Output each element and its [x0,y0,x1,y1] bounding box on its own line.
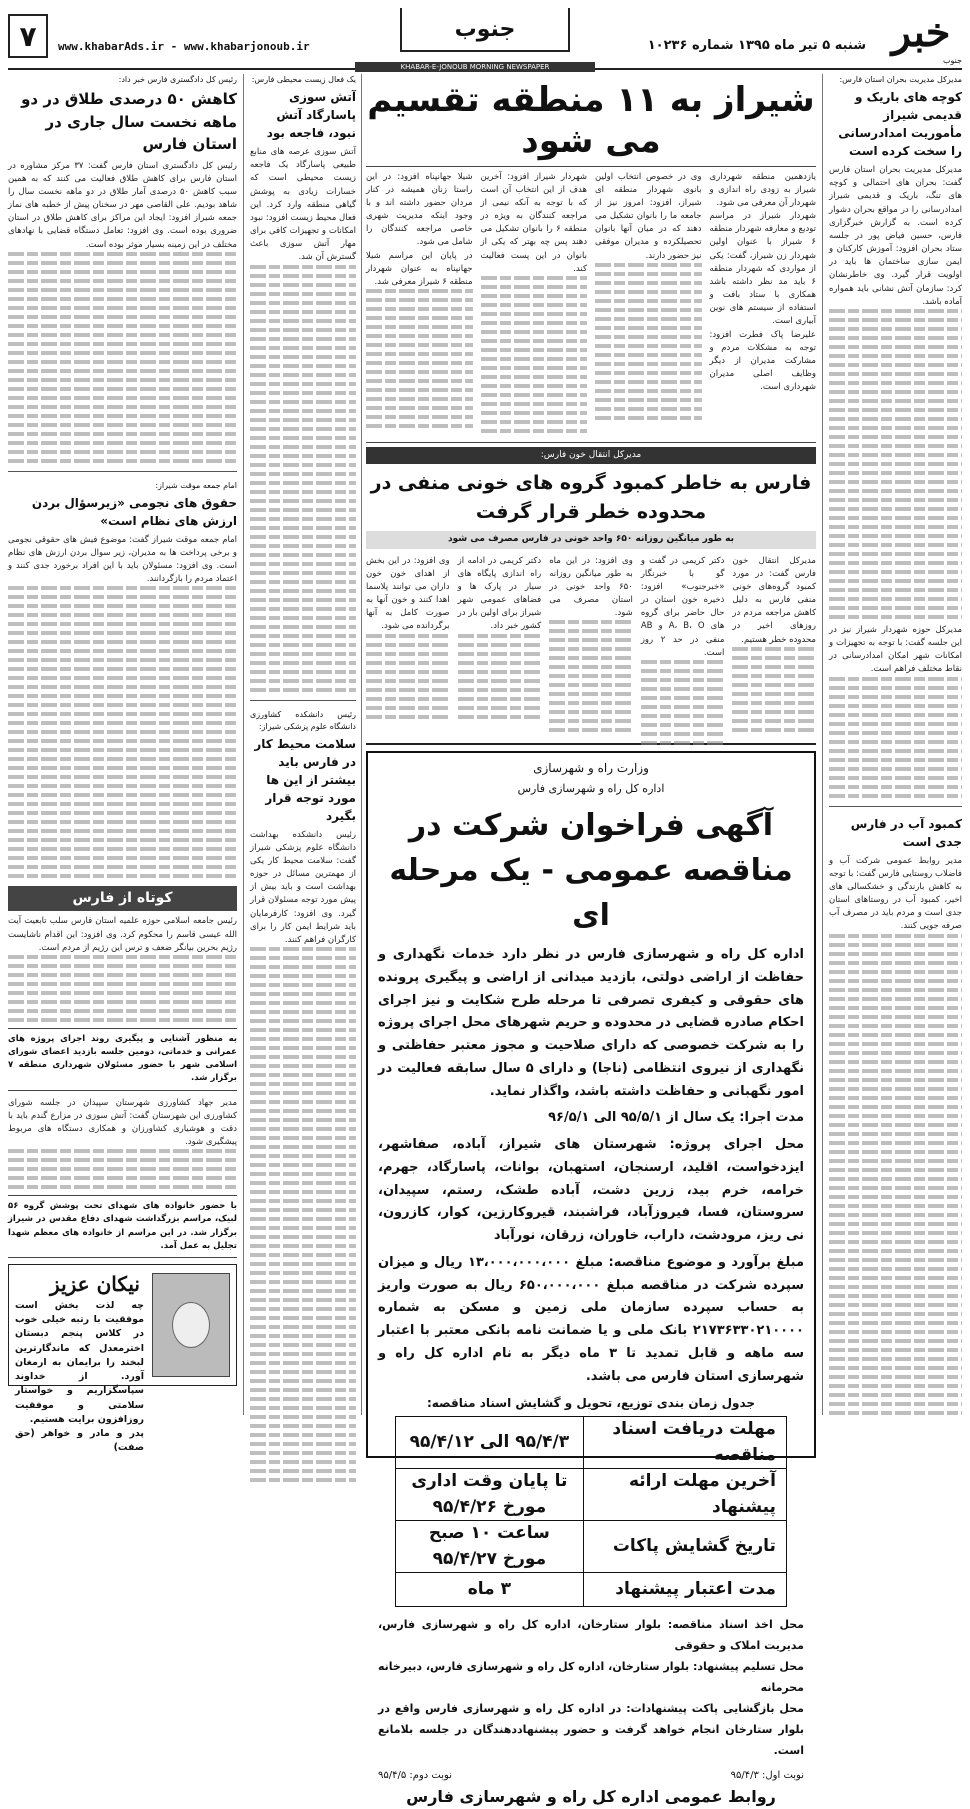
main-article-col-1 [710,171,817,442]
ad-deposit [378,1252,804,1389]
news2-article [366,549,816,745]
table-cell-value: ۳ ماه [396,1573,584,1607]
ad-docs-value: بلوار ستارخان، اداره کل راه و شهرسازی فارس، مدیریت املاک و حقوقی [378,1618,804,1653]
english-strip: KHABAR-E-JONOUB MORNING NEWSPAPER [355,62,595,72]
main-article-col-4 [366,171,473,442]
midleft-body-2: رئیس دانشکده بهداشت دانشگاه علوم پزشکی شیراز گفت: سلامت محیط کار یکی از مهمترین مسائل در حوزه بهداشت است و باید بیش از پیش مورد توجه مسئولان قرار گیرد. وی افزود: کارفرمایان باید شرایط ایمن کار را برای کارگران فراهم کنند. [250,829,356,945]
main-paragraph-3: علیرضا پاک فطرت افزود: توجه به مشکلات مردم و مشارکت مدیران از دیگر وظایف اصلی مدیران شهرداری است. [709,329,816,393]
text-lines [366,289,473,428]
ad-schedule-table [395,1416,787,1607]
right-body: مدیرکل مدیریت بحران استان فارس گفت: بحران های احتمالی و کوچه های تنگ، باریک و قدیمی شیراز امدادرسانی را در مواقع بحران دشوار کرده است. به گزارش خبرگزاری فارس، حسین فیاض پور در جلسه ستاد بحران افزود: آموزش کارکنان و ایمن سازی ساختمان ها باید در اولویت قرار گیرد. وی خاطرنشان کرد: سازمان آتش نشانی باید همواره آماده باشد. [829,165,962,307]
ad-opening-value: در اداره کل راه و شهرسازی فارس واقع در بلوار ستارخان انجام خواهد گرفت و حضور پیشنهاددهندگان در جلسه بلامانع است. [378,1701,804,1757]
ad-docs [378,1615,804,1657]
ad-deposit-label: مبلغ برآورد و موضوع مناقصه: [608,1254,804,1270]
left-kicker-2: امام جمعه موقت شیراز: [155,480,237,490]
bold-news-box-2: با حضور خانواده های شهدای تحت پوشش گروه ۵۶ لبیک، مراسم بزرگداشت شهدای دفاع مقدس در شیراز برگزار شد. در این مراسم از خانواده های معظم شهدا تجلیل به عمل آمد. [8,1195,237,1258]
main-column [366,74,816,1806]
news2-col-3 [549,555,633,743]
news2-kicker: مدیرکل انتقال خون فارس: [366,447,816,465]
news2-col-2 [641,555,725,743]
ad-location [378,1134,804,1248]
ad-duration-value: یک سال از ۹۵/۵/۱ الی ۹۶/۵/۱ [548,1110,735,1126]
main-paragraph-6: شیلا جهانپناه افزود: در این راستا زنان همیشه در کنار مردان حضور داشته اند و با وجود اینکه مدیریت شهری خاصی مراجعه کنندگان را شامل می شود. [366,171,473,248]
news2-subtitle: به طور میانگین روزانه ۶۵۰ واحد خونی در فارس مصرف می شود [366,531,816,549]
main-paragraph-1: یازدهمین منطقه شهرداری شیراز به زودی راه اندازی و شهردار آن معرفی می شود. [709,171,816,208]
table-cell-value: ۹۵/۴/۳ الی ۹۵/۴/۱۲ [396,1417,584,1469]
right-kicker: مدیرکل مدیریت بحران استان فارس: [839,75,962,84]
tender-advertisement [366,751,816,1806]
ad-signature: روابط عمومی اداره کل راه و شهرسازی فارس [406,1786,776,1806]
left-text-lines-3 [8,955,237,1022]
ad-publication-refs [378,1768,804,1783]
briefs-header: کوتاه از فارس [8,886,237,911]
issue-dateline: شنبه ۵ تیر ماه ۱۳۹۵ شماره ۱۰۲۳۶ [647,38,866,53]
main-paragraph-7: در پایان این مراسم شیلا جهانپناه به عنوان شهردار منطقه ۶ شیراز معرفی شد. [366,250,473,287]
left-body-3: مدیر جهاد کشاورزی شهرستان سپیدان در جلسه شورای کشاورزی این شهرستان گفت: آتش سوزی در مزارع گندم باید با دقت و هوشیاری کشاورزان و همکاری دستگاه های مربوط پیشگیری شود. [8,1097,237,1148]
left-title-2: حقوق های نجومی «زیرسؤال بردن ارزش های نظام است» [31,495,237,528]
main-article [366,167,816,443]
divider [8,471,237,472]
table-row [396,1417,787,1469]
main-article-col-2 [595,171,702,442]
left-column [8,74,244,1454]
news2-paragraph-1: مدیرکل انتقال خون فارس گفت: در مورد کمبود گروه‌های خونی منفی فارس به دلیل کاهش مراجعه مردم در روزهای اخیر در محدوده خطر هستیم. [732,555,816,645]
right-body-3: مدیر روابط عمومی شرکت آب و فاضلاب روستایی فارس گفت: با توجه به کاهش بارندگی و خشکسالی های اخیر، کمبود آب در روستاهای استان جدی است و مردم باید در مصرف آب صرفه جویی کنند. [829,855,962,932]
website-url: www.khabarAds.ir - www.khabarjonoub.ir [58,40,310,53]
ad-table-title: جدول زمان بندی توزیع، تحویل و گشایش اسناد مناقصه: [426,1396,756,1411]
news2-col-5 [366,555,450,743]
text-lines [732,647,816,732]
table-row [396,1469,787,1521]
notice-name: نیکان عزیز [50,1271,140,1296]
table-cell-key: مدت اعتبار پیشنهاد [583,1573,786,1607]
masthead [8,8,962,70]
text-lines [595,263,702,420]
section-name: جنوب [400,8,570,52]
ad-submit-label: محل تسلیم پیشنهاد: [692,1660,804,1674]
divider [829,806,962,807]
ad-submit-value: بلوار ستارخان، اداره کل راه و شهرسازی فارس، دبیرخانه محرمانه [378,1660,804,1695]
ad-ministry: وزارت راه و شهرسازی [533,760,649,775]
midleft-body: آتش سوزی عرصه های منابع طبیعی پاسارگاد یک فاجعه زیست محیطی است که خسارات زیادی به پوشش گیاهی منطقه وارد کرد. این فعال محیط زیست افزود: نبود امکانات و تجهیزات کافی برای مهار آتش سوزی باعث گسترش آن شد. [250,147,356,263]
midleft-text-lines [250,265,356,692]
ad-deposit-value: مبلغ ۱۳،۰۰۰،۰۰۰،۰۰۰ ریال و میزان سپرده شرکت در مناقصه مبلغ ۶۵۰،۰۰۰،۰۰۰ ریال به صورت واریز به حساب سپرده سازمان ملی زمین و مسکن به شماره ۲۱۷۳۶۳۳۰۲۱۰۰۰۰ بانک ملی و یا ضمانت نامه بانکی معتبر با اعتبار سه ماهه و قابل تمدید تا ۳ ماه دیگر به نام اداره کل راه و شهرسازی استان فارس می باشد. [378,1254,804,1384]
ad-intro: اداره کل راه و شهرسازی فارس در نظر دارد خدمات نگهداری و حفاظت از اراضی دولتی، بازدید میدانی از اراضی و پیگیری پرونده های حقوقی و کیفری تصرفی تا مرحله طرح شکایت و نیز اجرای احکام صادره قضایی در محدوده و حریم شهرهای محل اجرای پروژه را به شرکت خصوصی که دارای صلاحیت و مجوز معتبر حفاظتی و نگهداری از نیروی انتظامی (ناجا) و دارای ۵ سال سابقه فعالیت در امور نگهبانی و حفاظت داشته باشد، واگذار نماید. [378,947,804,1099]
ad-office: اداره کل راه و شهرسازی فارس [517,781,665,795]
left-body: رئیس کل دادگستری استان فارس گفت: ۳۷ مرکز مشاوره در استان فارس برای کاهش طلاق فعالیت می کنند که به همین سبب کاهش ۵۰ درصدی آمار طلاق در دو ماهه نخست سال را شاهد بودیم. علی القاصی مهر در سخنان پیش از خطبه های نماز جمعه شیراز افزود: ایجاد این مراکز برای کاهش طلاق در استان ضروری بوده است. وی افزود: تعامل دستگاه قضایی با نهادهای مختلف در این زمینه بسیار موثر بوده است. [8,160,237,250]
news2-paragraph-5: وی افزود: در این بخش از اهدای خون خون داران می توانند پلاسما اهدا کنند و خون آنها به صورت کامل به آنها برگردانده می شود. [366,555,450,632]
midleft-title-2: سلامت محیط کار در فارس باید بیشتر از این ها مورد توجه قرار بگیرد [254,736,356,823]
text-lines [641,660,725,745]
text-lines [458,634,542,719]
ad-opening-label: محل بازگشایی پاکت پیشنهادات: [626,1701,804,1715]
notice-signature: پدر و مادر و خواهر (حق صفت) [15,1428,144,1454]
right-text-lines-3 [829,934,962,1415]
ad-title: آگهی فراخوان شرکت در مناقصه عمومی - یک مرحله ای [389,808,793,934]
ad-opening [378,1699,804,1762]
text-lines [366,634,450,719]
right-title: کوچه های باریک و قدیمی شیراز مأموریت امدادرسانی را سخت کرده است [838,90,962,158]
ad-location-value: شهرستان های شیراز، آباده، صفاشهر، ایزدخواست، اقلید، ارسنجان، استهبان، بوانات، پاسارگاد، جهرم، خرامه، خرم بید، زرین دشت، آباده طشک، رستم، سپیدان، سروستان، فسا، فیروزآباد، فراشبند، قیروکارزین، کوار، کازرون، نی ریز، مرودشت، داراب، خاوران، زرقان، نورآباد [378,1137,804,1244]
news2-col-4 [458,555,542,743]
news2-paragraph-2: دکتر کریمی در گفت و گو با خبرنگار «خبرجنوب» افزود: ذخیره خون استان در حال حاضر برای گروه های A، B، O و AB منفی در حد ۲ روز است. [640,555,725,658]
portrait-icon [172,1302,210,1348]
left-body-2: امام جمعه موقت شیراز گفت: موضوع فیش های حقوقی نجومی و برخی پرداخت ها به مدیران، زیر سوال بردن ارزش های نظام است. وی افزود: مسئولان باید با این افراد برخورد جدی کنند و اعتماد مردم را بازگردانند. [8,534,237,585]
ad-submit [378,1657,804,1699]
briefs-body: رئیس جامعه اسلامی حوزه علمیه استان فارس سلب تابعیت آیت الله عیسی قاسم را محکوم کرد. وی افزود: این اقدام ناشایست رژیم بحرین بیانگر ضعف و ترس این رژیم از مردم است. [8,916,237,953]
ad-duration [378,1107,804,1130]
table-cell-key: مهلت دریافت اسناد مناقصه [583,1417,786,1469]
page-number: ۷ [8,14,48,58]
news2-paragraph-4: دکتر کریمی در ادامه از راه اندازی پایگاه های سیار در پارک ها و فضاهای عمومی شهر شیراز برای اولین بار در کشور خبر داد. [457,555,542,632]
text-lines [481,276,588,433]
ad-footer-details [378,1615,804,1761]
left-text-lines [8,252,237,463]
right-text-lines [829,309,962,619]
left-title: کاهش ۵۰ درصدی طلاق در دو ماهه نخست سال جاری در استان فارس [21,90,237,153]
midleft-kicker-2: رئیس دانشکده کشاورزی دانشگاه علوم پزشکی شیراز: [250,709,356,731]
child-photo [152,1273,230,1377]
newspaper-logo: خبر [891,8,951,56]
right-title-2: کمبود آب در فارس جدی است [850,816,962,849]
main-article-col-3 [481,171,588,442]
main-paragraph-4: وی در خصوص انتخاب اولین بانوی شهردار منطقه ای شیراز، افزود: امروز نیز از جامعه ما را بانوان تشکیل می دهند که در میان آنها بانوان تحصیلکرده و مدیران موفقی نیز حضور دارند. [595,171,702,261]
ad-docs-label: محل اخذ اسناد مناقصه: [667,1618,804,1632]
midleft-kicker: یک فعال زیست محیطی فارس: [251,75,356,84]
logo-subtitle: جنوب [942,56,962,65]
notice-text [15,1299,144,1456]
divider [250,700,356,701]
news2-col-1 [732,555,816,743]
main-headline: شیراز به ۱۱ منطقه تقسیم می شود [366,74,816,167]
text-lines [549,620,633,732]
table-cell-value: تا پایان وقت اداری مورخ ۹۵/۴/۲۶ [396,1469,584,1521]
midleft-column [250,74,362,1415]
table-cell-value: ساعت ۱۰ صبح مورخ ۹۵/۴/۲۷ [396,1521,584,1573]
bold-news-box: به منظور آشنایی و پیگیری روند اجرای پروژه های عمرانی و خدماتی، دومین جلسه بازدید اعضای شورای اسلامی شهر با حضور مسئولان شهرداری منطقه ۷ برگزار شد. [8,1028,237,1091]
right-text-lines-2 [829,677,962,798]
left-text-lines-2 [8,586,237,878]
main-paragraph-2: شهردار شیراز در مراسم تودیع و معارفه شهردار منطقه ۶ شیراز با عنوان اولین شهردار زن شیراز، گفت: یکی از مواردی که شهردار منطقه ۶ باید مد نظر داشته باشد همکاری با ستاد بافت و استفاده از سیستم های نوین آبیاری است. [709,211,816,327]
ad-duration-label: مدت اجرا: [739,1110,804,1126]
table-cell-key: آخرین مهلت ارائه پیشنهاد [583,1469,786,1521]
midleft-text-lines-2 [250,947,356,1482]
table-cell-key: تاریخ گشایش پاکات [583,1521,786,1573]
table-row [396,1521,787,1573]
left-kicker: رئیس کل دادگستری فارس خبر داد: [118,75,237,84]
ad-ref-first: نوبت اول: ۹۵/۴/۳ [730,1769,804,1781]
news2-title: فارس به خاطر کمبود گروه های خونی منفی در محدوده خطر قرار گرفت [370,472,812,523]
right-column [822,74,962,1415]
notice-body: چه لذت بخش است موفقیت با رتبه خیلی خوب در کلاس پنجم دبستان اخترمعدل که ماندگارترین لبخند را برایمان به ارمغان آورد. از خداوند سپاسگزاریم و خواستار سلامتی و موفقیت روزافزون برایت هستیم. [15,1299,144,1425]
news2-paragraph-3: وی افزود: در این ماه به طور میانگین روزانه ۶۵۰ واحد خونی در استان مصرف می شود. [549,555,633,619]
congratulation-notice [8,1264,237,1454]
midleft-title: آتش سوزی پاسارگاد آتش نبود، فاجعه بود [266,90,356,140]
main-paragraph-5: شهردار شیراز افزود: آخرین هدف از این انتخاب آن است که با توجه به آنکه نیمی از مراجعه کنندگان به ویژه در منطقه ۶ را بانوان تشکیل می دهند پس چه بهتر که یکی از بانوان در این پست فعالیت کند. [480,171,587,274]
ad-ref-second: نوبت دوم: ۹۵/۴/۵ [378,1769,452,1781]
ad-location-label: محل اجرای پروژه: [669,1137,804,1153]
table-row [396,1573,787,1607]
right-body-2: مدیرکل حوزه شهردار شیراز نیز در این جلسه گفت: با توجه به تجهیزات و امکانات شهر امکان امدادرسانی در نقاط مختلف فراهم است. [829,624,962,675]
left-text-lines-4 [8,1149,237,1189]
